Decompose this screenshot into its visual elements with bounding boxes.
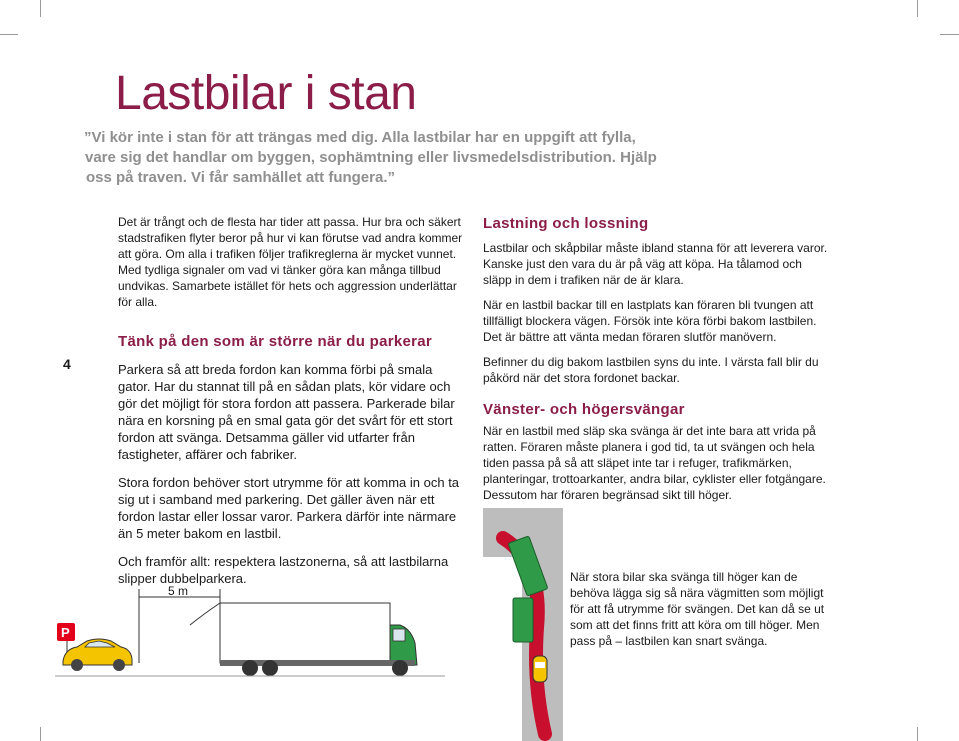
quote-line: vare sig det handlar om byggen, sophämtning eller livsmedelsdistribution. Hjälp xyxy=(85,149,657,166)
crop-mark-left-top xyxy=(0,34,18,35)
figure-caption: När stora bilar ska svänga till höger kan de behöva lägga sig så nära vägmitten som möjligt för att få utrymme för svängen. Det kan då se ut som att det finns fritt att köra om till höger. Men pass på – lastbilen kan snart svänga. xyxy=(570,570,825,648)
loading-paragraph-1: Lastbilar och skåpbilar måste ibland stanna för att leverera varor. Kanske just den vara du är på väg att köpa. Ha tålamod och släpp in dem i trafiken när de är klara. xyxy=(483,241,828,287)
crop-mark-bottom-right xyxy=(917,727,918,741)
pull-quote xyxy=(84,128,704,188)
parking-paragraph-3: Och framför allt: respektera lastzonerna, så att lastbilarna slipper dubbelparkera. xyxy=(118,554,449,586)
parking-paragraph-2: Stora fordon behöver stort utrymme för att komma in och ta sig ut i samband med parkering. Det gäller även när ett fordon lastar eller lossar varor. Parkera därför inte närmare än 5 meter bakom en lastbil. xyxy=(118,475,460,541)
right-column xyxy=(483,214,833,503)
loading-heading: Lastning och lossning xyxy=(483,215,649,232)
crop-mark-bottom-left xyxy=(40,727,41,741)
quote-line: oss på traven. Vi får samhället att fungera.” xyxy=(86,169,395,186)
parking-illustration xyxy=(55,585,450,685)
truck-icon xyxy=(190,603,417,676)
crop-mark-top-right xyxy=(917,0,918,17)
parking-sign-letter: P xyxy=(61,625,70,640)
right-turn-illustration xyxy=(483,508,563,741)
crop-mark-right-top xyxy=(940,34,959,35)
loading-paragraph-3: Befinner du dig bakom lastbilen syns du inte. I värsta fall blir du påkörd när det stora fordonet backar. xyxy=(483,355,819,385)
crop-mark-top-left xyxy=(40,0,41,17)
loading-paragraph-2: När en lastbil backar till en lastplats kan föraren bli tvungen att tillfälligt blockera vägen. Försök inte köra förbi bakom lastbilen. Det är bättre att vänta medan föraren slutför manövern. xyxy=(483,298,817,344)
turns-heading: Vänster- och högersvängar xyxy=(483,401,685,418)
quote-line: ”Vi kör inte i stan för att trängas med dig. Alla lastbilar har en uppgift att fylla, xyxy=(84,129,636,146)
intro-paragraph: Det är trångt och de flesta har tider att passa. Hur bra och säkert stadstrafiken flyter beror på hur vi kan förutse vad andra kommer att göra. Om alla i trafiken följer trafikreglerna är mycket vunnet. Med tydliga signaler om vad vi tänker göra kan många tillbud undvikas. Samarbete istället för hets och aggression underlättar för alla. xyxy=(118,215,463,309)
turns-paragraph: När en lastbil med släp ska svänga är det inte bara att vrida på ratten. Föraren måste planera i god tid, ta ut svängen och hela tiden passa på så att släpet inte tar i refuger, trafikmärken, planteringar, trottoarkanter, andra bilar, cyklister eller fotgängare. Dessutom har föraren begränsad sikt till höger. xyxy=(483,424,826,502)
parking-heading: Tänk på den som är större när du parkerar xyxy=(118,333,433,350)
page-title: Lastbilar i stan xyxy=(115,67,417,120)
left-column xyxy=(118,214,463,587)
curb-line xyxy=(483,558,521,741)
car-icon xyxy=(63,639,132,671)
parking-paragraph-1: Parkera så att breda fordon kan komma förbi på smala gator. Har du stannat till på en sådan plats, kör vidare och gör det möjligt för stora fordon att passera. Parkerade bilar nära en korsning på en smal gata gör det svårt för ett stort fordon att svänga. Detsamma gäller vid utfarter från fastigheter, affärer och fabriker. xyxy=(118,362,455,462)
page-number: 4 xyxy=(63,356,71,372)
distance-label: 5 m xyxy=(168,584,189,598)
car-top-view-icon xyxy=(533,656,547,682)
